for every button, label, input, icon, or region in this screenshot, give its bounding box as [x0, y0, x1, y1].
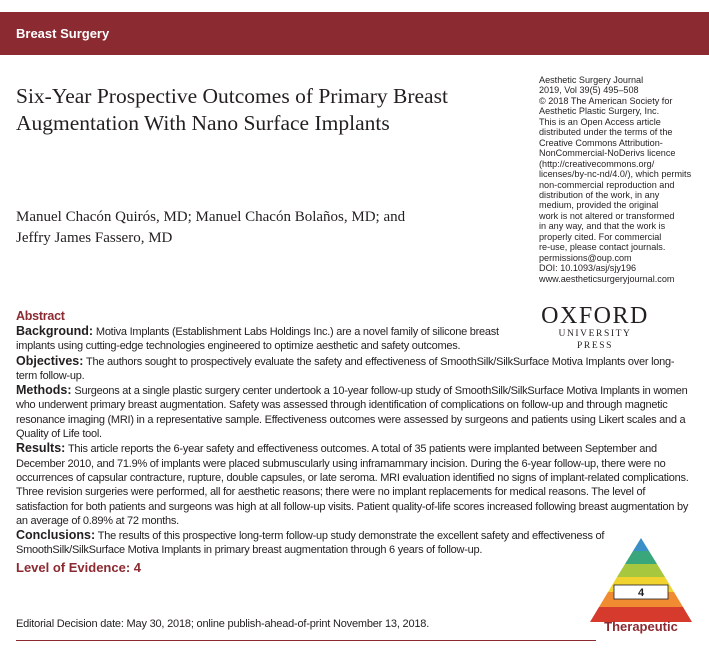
meta-line: work is not altered or transformed [539, 210, 675, 221]
methods-text: Surgeons at a single plastic surgery center undertook a 10-year follow-up study of SmoothSilk/SilkSurface Motiva Implants in women who underwent primary breast augmentation. Safety was assessed through identification of complications on follow-up and through magnetic resonance imaging (MRI) in a representative sample. Effectiveness outcomes were assessed by surgeons and patients using Likert scales and a Quality of Life tool. [16, 385, 688, 441]
objectives-text: The authors sought to prospectively evaluate the safety and effectiveness of SmoothSilk/SilkSurface Motiva Implants over long-term follow-up. [16, 355, 675, 382]
meta-line: Aesthetic Plastic Surgery, Inc. [539, 106, 660, 117]
results-text: This article reports the 6-year safety and effectiveness outcomes. A total of 35 patients were implanted between September and December 2010, and 71.9% of implants were placed submuscularly using inframammary incision. During the 6-year follow-up, there were no occurrences of capsular contracture, rupture, double capsules, or late seroma. MRI evaluation identified no signs of implant-related complications. Three revision surgeries were performed, all for aesthetic reasons; there were no implant replacements for medical reasons. The level of satisfaction for both patients and surgeons was high at all follow-up visits. Patient quality-of-life scores increased following breast augmentation by an average of 0.89% at 72 months. [16, 443, 689, 527]
methods-label: Methods: [16, 383, 72, 398]
abstract-objectives [16, 354, 692, 384]
publisher-name: OXFORD [541, 303, 649, 329]
meta-line: non-commercial reproduction and [539, 179, 675, 190]
background-text: Motiva Implants (Establishment Labs Holdings Inc.) are a novel family of silicone breast implants using cutting-edge technologies engineered to optimize aesthetic and safety outcomes. [16, 326, 499, 353]
meta-line: DOI: 10.1093/asj/sjy196 [539, 263, 637, 274]
abstract-results [16, 441, 692, 528]
abstract [16, 309, 692, 558]
pyramid-level-number: 4 [637, 587, 645, 599]
meta-line: NonCommercial-NoDerivs licence [539, 148, 676, 159]
meta-line: Aesthetic Surgery Journal [539, 75, 644, 85]
abstract-background [16, 324, 692, 354]
meta-line: distributed under the terms of the [539, 127, 673, 138]
authors-line-1: Manuel Chacón Quirós, MD; Manuel Chacón Bolaños, MD; and [16, 209, 406, 225]
evidence-pyramid-icon [586, 536, 696, 624]
editorial-decision-date: Editorial Decision date: May 30, 2018; online publish-ahead-of-print November 13, 2018. [16, 618, 430, 630]
therapeutic-label: Therapeutic [604, 619, 678, 634]
journal-metadata [539, 75, 692, 284]
author-list [16, 207, 506, 249]
footer-divider [16, 640, 596, 641]
article-title: Six-Year Prospective Outcomes of Primary Breast Augmentation With Nano Surface Implants [16, 84, 448, 135]
meta-line: properly cited. For commercial [539, 231, 662, 242]
meta-line: permissions@oup.com [539, 252, 632, 263]
meta-line: distribution of the work, in any [539, 189, 660, 200]
meta-line: re-use, please contact journals. [539, 242, 666, 253]
pyramid-level-3 [617, 564, 665, 577]
pyramid-level-2 [625, 551, 657, 564]
publisher-subtitle: UNIVERSITY PRESS [558, 329, 632, 351]
meta-line: www.aestheticsurgeryjournal.com [539, 273, 675, 284]
conclusions-label: Conclusions: [16, 528, 96, 543]
abstract-heading: Abstract [16, 309, 65, 323]
section-label: Breast Surgery [16, 26, 110, 41]
results-label: Results: [16, 441, 66, 456]
meta-line: medium, provided the original [539, 200, 659, 211]
meta-line: Creative Commons Attribution- [539, 137, 663, 148]
authors-line-2: Jeffry James Fassero, MD [16, 230, 173, 246]
meta-line: (http://creativecommons.org/ [539, 158, 655, 169]
meta-line: in any way, and that the work is [539, 221, 666, 232]
abstract-methods [16, 383, 692, 441]
section-band [0, 12, 709, 55]
background-label: Background: [16, 324, 94, 338]
meta-line: © 2018 The American Society for [539, 95, 673, 106]
meta-line: This is an Open Access article [539, 116, 661, 127]
objectives-label: Objectives: [16, 353, 84, 368]
conclusions-text: The results of this prospective long-term follow-up study demonstrate the excellent safety and effectiveness of SmoothSilk/SilkSurface Motiva Implants in primary breast augmentation through 6 years of follow-up. [16, 530, 605, 557]
meta-line: licenses/by-nc-nd/4.0/), which permits [539, 169, 692, 180]
level-of-evidence: Level of Evidence: 4 [16, 560, 141, 575]
meta-line: 2019, Vol 39(5) 495–508 [539, 85, 639, 96]
pyramid-level-1 [633, 538, 649, 551]
